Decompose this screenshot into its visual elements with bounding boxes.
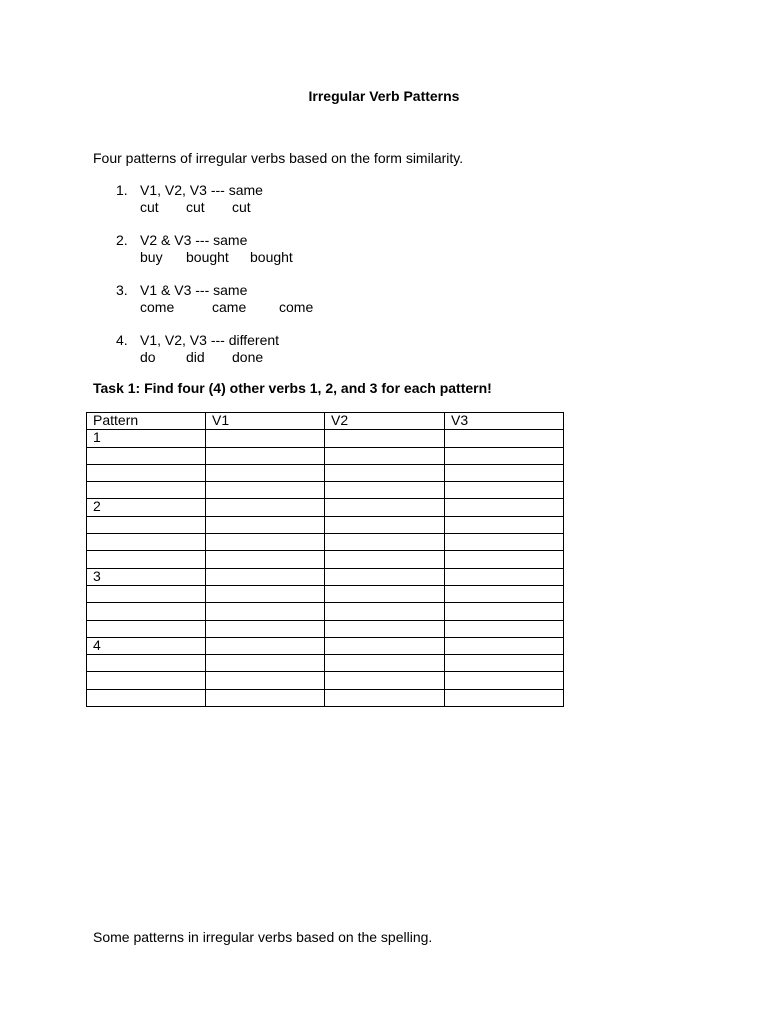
example-v3: cut xyxy=(232,199,251,215)
cell-pattern xyxy=(87,585,206,602)
table-row xyxy=(87,637,564,654)
verb-table xyxy=(86,412,564,707)
cell-v3[interactable] xyxy=(445,672,564,689)
table-row xyxy=(87,620,564,637)
cell-pattern xyxy=(87,551,206,568)
cell-v2[interactable] xyxy=(325,603,445,620)
cell-v2[interactable] xyxy=(325,516,445,533)
cell-v3[interactable] xyxy=(445,447,564,464)
cell-v1[interactable] xyxy=(206,534,325,551)
cell-v2[interactable] xyxy=(325,672,445,689)
cell-pattern: 3 xyxy=(87,568,206,585)
cell-v2[interactable] xyxy=(325,689,445,706)
cell-v1[interactable] xyxy=(206,568,325,585)
pattern-examples xyxy=(140,249,293,266)
cell-v2[interactable] xyxy=(325,585,445,602)
table-header-row xyxy=(87,413,564,430)
cell-v3[interactable] xyxy=(445,655,564,672)
cell-v1[interactable] xyxy=(206,689,325,706)
cell-v3[interactable] xyxy=(445,637,564,654)
footer-text: Some patterns in irregular verbs based on the spelling. xyxy=(93,929,433,945)
example-v1: do xyxy=(140,349,156,365)
cell-pattern xyxy=(87,464,206,481)
table-row xyxy=(87,568,564,585)
cell-v3[interactable] xyxy=(445,499,564,516)
pattern-item-2 xyxy=(116,232,293,266)
table-row xyxy=(87,447,564,464)
example-v2: came xyxy=(212,299,247,315)
cell-v3[interactable] xyxy=(445,603,564,620)
pattern-rule: V2 & V3 --- same xyxy=(140,232,248,248)
cell-v3[interactable] xyxy=(445,430,564,447)
pattern-examples xyxy=(140,349,279,366)
cell-v1[interactable] xyxy=(206,430,325,447)
example-v3: done xyxy=(232,349,264,365)
table-row xyxy=(87,516,564,533)
intro-text: Four patterns of irregular verbs based on the form similarity. xyxy=(93,150,464,166)
example-v2: did xyxy=(186,349,205,365)
cell-v2[interactable] xyxy=(325,464,445,481)
table-row xyxy=(87,672,564,689)
pattern-examples xyxy=(140,299,314,316)
pattern-item-3 xyxy=(116,282,314,316)
cell-v1[interactable] xyxy=(206,551,325,568)
table-row xyxy=(87,464,564,481)
cell-pattern xyxy=(87,655,206,672)
cell-v3[interactable] xyxy=(445,482,564,499)
cell-v3[interactable] xyxy=(445,568,564,585)
table-row xyxy=(87,551,564,568)
table-row xyxy=(87,499,564,516)
pattern-item-4 xyxy=(116,332,279,366)
cell-pattern xyxy=(87,482,206,499)
cell-v2[interactable] xyxy=(325,637,445,654)
cell-v1[interactable] xyxy=(206,464,325,481)
header-v1: V1 xyxy=(206,413,325,430)
cell-v2[interactable] xyxy=(325,499,445,516)
cell-pattern: 4 xyxy=(87,637,206,654)
pattern-number: 4. xyxy=(116,332,128,348)
cell-pattern xyxy=(87,534,206,551)
cell-v1[interactable] xyxy=(206,447,325,464)
table-row xyxy=(87,689,564,706)
example-v3: come xyxy=(279,299,314,315)
cell-v3[interactable] xyxy=(445,464,564,481)
pattern-examples xyxy=(140,199,263,216)
pattern-rule: V1, V2, V3 --- same xyxy=(140,182,263,198)
cell-v3[interactable] xyxy=(445,516,564,533)
cell-v1[interactable] xyxy=(206,637,325,654)
pattern-rule: V1 & V3 --- same xyxy=(140,282,248,298)
example-v3: bought xyxy=(250,249,293,265)
table-row xyxy=(87,603,564,620)
cell-v1[interactable] xyxy=(206,585,325,602)
cell-v3[interactable] xyxy=(445,551,564,568)
header-pattern: Pattern xyxy=(87,413,206,430)
table-row xyxy=(87,482,564,499)
cell-pattern xyxy=(87,603,206,620)
cell-v3[interactable] xyxy=(445,534,564,551)
cell-v1[interactable] xyxy=(206,620,325,637)
cell-v1[interactable] xyxy=(206,482,325,499)
cell-pattern xyxy=(87,620,206,637)
header-v3: V3 xyxy=(445,413,564,430)
header-v2: V2 xyxy=(325,413,445,430)
cell-v2[interactable] xyxy=(325,568,445,585)
table-row xyxy=(87,430,564,447)
pattern-number: 2. xyxy=(116,232,128,248)
cell-v1[interactable] xyxy=(206,603,325,620)
cell-v1[interactable] xyxy=(206,655,325,672)
pattern-number: 3. xyxy=(116,282,128,298)
pattern-rule: V1, V2, V3 --- different xyxy=(140,332,280,348)
cell-v2[interactable] xyxy=(325,430,445,447)
cell-pattern xyxy=(87,689,206,706)
cell-v2[interactable] xyxy=(325,551,445,568)
cell-v2[interactable] xyxy=(325,655,445,672)
cell-v2[interactable] xyxy=(325,620,445,637)
table-row xyxy=(87,655,564,672)
example-v1: buy xyxy=(140,249,163,265)
example-v1: cut xyxy=(140,199,159,215)
cell-v2[interactable] xyxy=(325,447,445,464)
task-instruction: Task 1: Find four (4) other verbs 1, 2, and 3 for each pattern! xyxy=(93,380,492,396)
table-row xyxy=(87,585,564,602)
page-title: Irregular Verb Patterns xyxy=(308,88,460,104)
cell-v1[interactable] xyxy=(206,516,325,533)
cell-pattern xyxy=(87,516,206,533)
cell-v1[interactable] xyxy=(206,499,325,516)
cell-pattern: 1 xyxy=(87,430,206,447)
cell-pattern: 2 xyxy=(87,499,206,516)
pattern-number: 1. xyxy=(116,182,128,198)
cell-v2[interactable] xyxy=(325,482,445,499)
cell-pattern xyxy=(87,672,206,689)
table-row xyxy=(87,534,564,551)
example-v2: cut xyxy=(186,199,205,215)
cell-v3[interactable] xyxy=(445,689,564,706)
cell-v3[interactable] xyxy=(445,620,564,637)
cell-v1[interactable] xyxy=(206,672,325,689)
cell-v3[interactable] xyxy=(445,585,564,602)
example-v2: bought xyxy=(186,249,229,265)
cell-v2[interactable] xyxy=(325,534,445,551)
pattern-item-1 xyxy=(116,182,263,216)
example-v1: come xyxy=(140,299,175,315)
cell-pattern xyxy=(87,447,206,464)
